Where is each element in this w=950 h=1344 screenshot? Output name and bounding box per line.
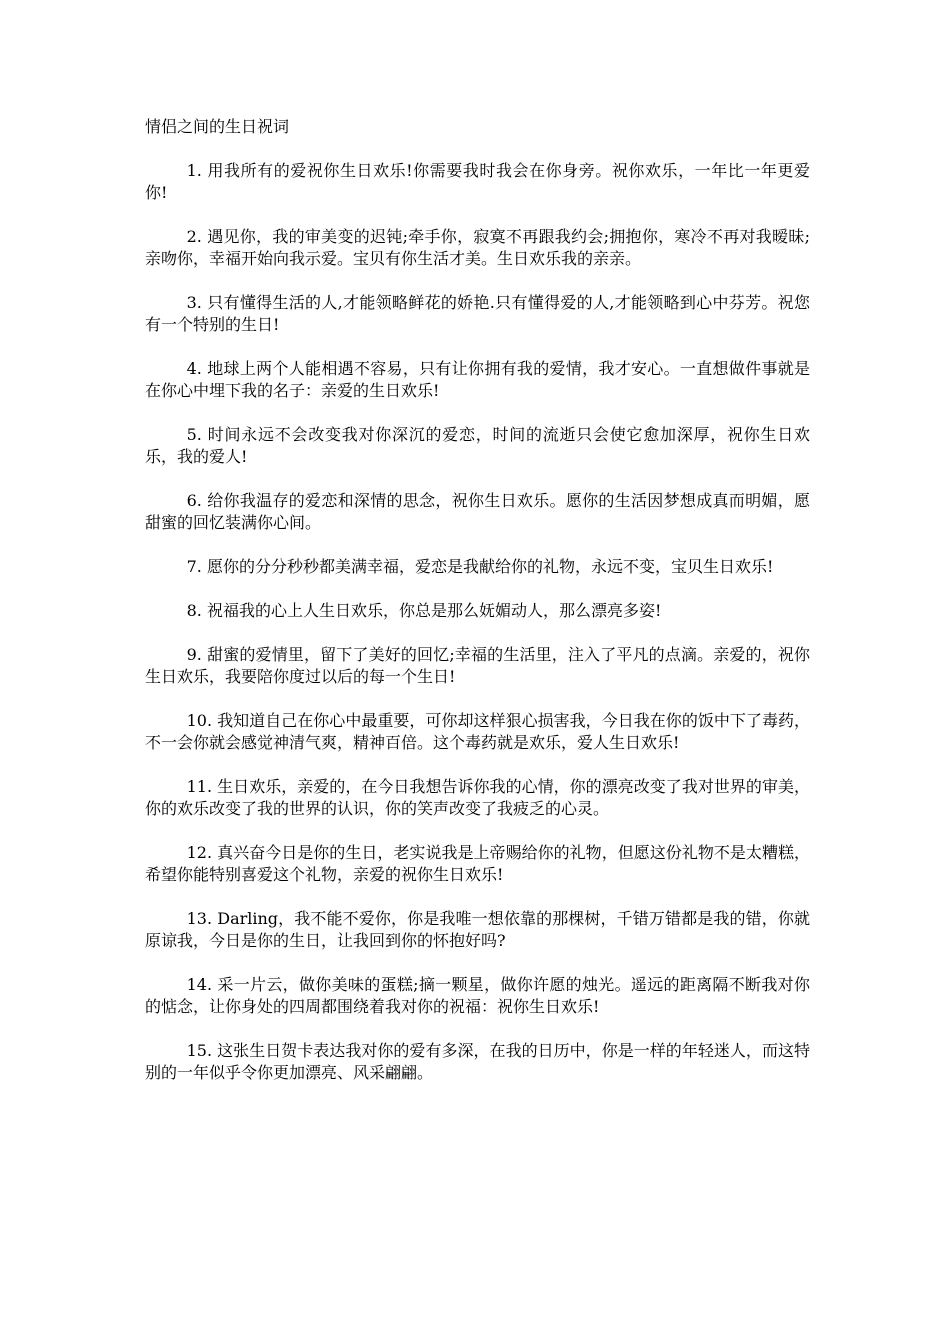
paragraph-15: 15. 这张生日贺卡表达我对你的爱有多深，在我的日历中，你是一样的年轻迷人，而这特别的一年似乎令你更加漂亮、风采翩翩。 — [145, 1041, 810, 1082]
paragraph-11: 11. 生日欢乐，亲爱的，在今日我想告诉你我的心情，你的漂亮改变了我对世界的审美，你的欢乐改变了我的世界的认识，你的笑声改变了我疲乏的心灵。 — [145, 777, 810, 818]
paragraph-4: 4. 地球上两个人能相遇不容易，只有让你拥有我的爱情，我才安心。一直想做件事就是在你心中埋下我的名子：亲爱的生日欢乐! — [145, 359, 810, 400]
paragraph-12: 12. 真兴奋今日是你的生日，老实说我是上帝赐给你的礼物，但愿这份礼物不是太糟糕，希望你能特别喜爱这个礼物，亲爱的祝你生日欢乐! — [145, 843, 810, 884]
paragraph-8: 8. 祝福我的心上人生日欢乐，你总是那么妩媚动人，那么漂亮多姿! — [186, 601, 662, 620]
paragraph-10: 10. 我知道自己在你心中最重要，可你却这样狠心损害我，今日我在你的饭中下了毒药，不一会你就会感觉神清气爽，精神百倍。这个毒药就是欢乐，爱人生日欢乐! — [145, 711, 810, 752]
paragraph-13: 13. Darling，我不能不爱你，你是我唯一想依靠的那棵树，千错万错都是我的错，你就原谅我，今日是你的生日，让我回到你的怀抱好吗? — [145, 909, 810, 950]
paragraph-6: 6. 给你我温存的爱恋和深情的思念，祝你生日欢乐。愿你的生活因梦想成真而明媚，愿甜蜜的回忆装满你心间。 — [145, 491, 810, 532]
paragraph-14: 14. 采一片云，做你美味的蛋糕;摘一颗星，做你许愿的烛光。遥远的距离隔不断我对你的惦念，让你身处的四周都围绕着我对你的祝福：祝你生日欢乐! — [145, 975, 810, 1016]
paragraph-5: 5. 时间永远不会改变我对你深沉的爱恋，时间的流逝只会使它愈加深厚，祝你生日欢乐，我的爱人! — [145, 425, 810, 466]
paragraph-1: 1. 用我所有的爱祝你生日欢乐!你需要我时我会在你身旁。祝你欢乐，一年比一年更爱你! — [145, 161, 810, 202]
document-title: 情侣之间的生日祝词 — [145, 117, 290, 136]
paragraph-2: 2. 遇见你，我的审美变的迟钝;牵手你，寂寞不再跟我约会;拥抱你，寒冷不再对我暧昧;亲吻你，幸福开始向我示爱。宝贝有你生活才美。生日欢乐我的亲亲。 — [145, 227, 810, 268]
paragraph-9: 9. 甜蜜的爱情里，留下了美好的回忆;幸福的生活里，注入了平凡的点滴。亲爱的，祝你生日欢乐，我要陪你度过以后的每一个生日! — [145, 645, 810, 686]
paragraph-3: 3. 只有懂得生活的人,才能领略鲜花的娇艳.只有懂得爱的人,才能领略到心中芬芳。祝您有一个特别的生日! — [145, 293, 810, 334]
paragraph-7: 7. 愿你的分分秒秒都美满幸福，爱恋是我献给你的礼物，永远不变，宝贝生日欢乐! — [186, 557, 774, 576]
document-page — [145, 116, 810, 1106]
